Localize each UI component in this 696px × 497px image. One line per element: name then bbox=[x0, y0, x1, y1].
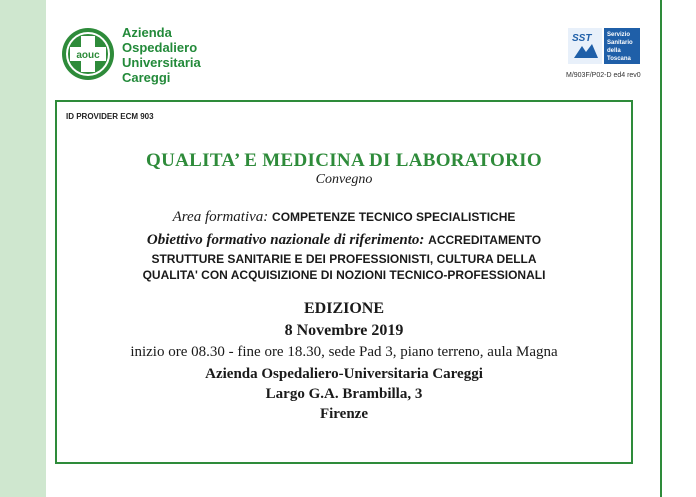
training-area-value: COMPETENZE TECNICO SPECIALISTICHE bbox=[272, 210, 516, 224]
org-name-line: Careggi bbox=[122, 70, 171, 85]
document-code: M/903F/P02-D ed4 rev0 bbox=[566, 72, 641, 79]
sst-org-line: della bbox=[607, 48, 621, 54]
venue-street: Largo G.A. Brambilla, 3 bbox=[265, 386, 423, 402]
organization-name bbox=[122, 25, 201, 85]
training-area bbox=[58, 209, 630, 226]
sst-org-line: Sanitario bbox=[607, 40, 633, 46]
org-name-line: Universitaria bbox=[122, 55, 201, 70]
objective-line-3: QUALITA' CON ACQUISIZIONE DI NOZIONI TECNICO-PROFESSIONALI bbox=[142, 268, 546, 282]
sst-org-line: Toscana bbox=[607, 56, 631, 62]
venue-city: Firenze bbox=[319, 406, 369, 422]
objective-line-1 bbox=[58, 232, 630, 249]
venue-name: Azienda Ospedaliero-Universitaria Careggi bbox=[205, 366, 483, 382]
sst-org-line: Servizio bbox=[607, 32, 631, 38]
training-area-label: Area formativa: bbox=[172, 209, 269, 225]
edition-hours: inizio ore 08.30 - fine ore 18.30, sede Pad 3, piano terreno, aula Magna bbox=[130, 344, 558, 360]
event-title: QUALITA’ E MEDICINA DI LABORATORIO bbox=[146, 150, 542, 171]
logo-text: aouc bbox=[76, 50, 100, 61]
sst-logo-icon bbox=[568, 28, 640, 64]
aouc-logo-icon bbox=[60, 26, 116, 82]
edition-date: 8 Novembre 2019 bbox=[284, 322, 404, 339]
right-decorative-rule bbox=[660, 0, 662, 497]
org-name-line: Azienda bbox=[122, 25, 172, 40]
objective-value: ACCREDITAMENTO bbox=[428, 233, 542, 247]
objective-line-2: STRUTTURE SANITARIE E DEI PROFESSIONISTI, CULTURA DELLA bbox=[151, 252, 537, 266]
sst-logo-text: SST bbox=[572, 33, 592, 44]
objective-label: Obiettivo formativo nazionale di riferimento: bbox=[146, 232, 425, 248]
provider-id: ID PROVIDER ECM 903 bbox=[66, 112, 154, 121]
org-name-line: Ospedaliero bbox=[122, 40, 198, 55]
left-decorative-band bbox=[0, 0, 46, 497]
event-subtitle: Convegno bbox=[315, 172, 373, 187]
edition-label: EDIZIONE bbox=[303, 300, 385, 317]
